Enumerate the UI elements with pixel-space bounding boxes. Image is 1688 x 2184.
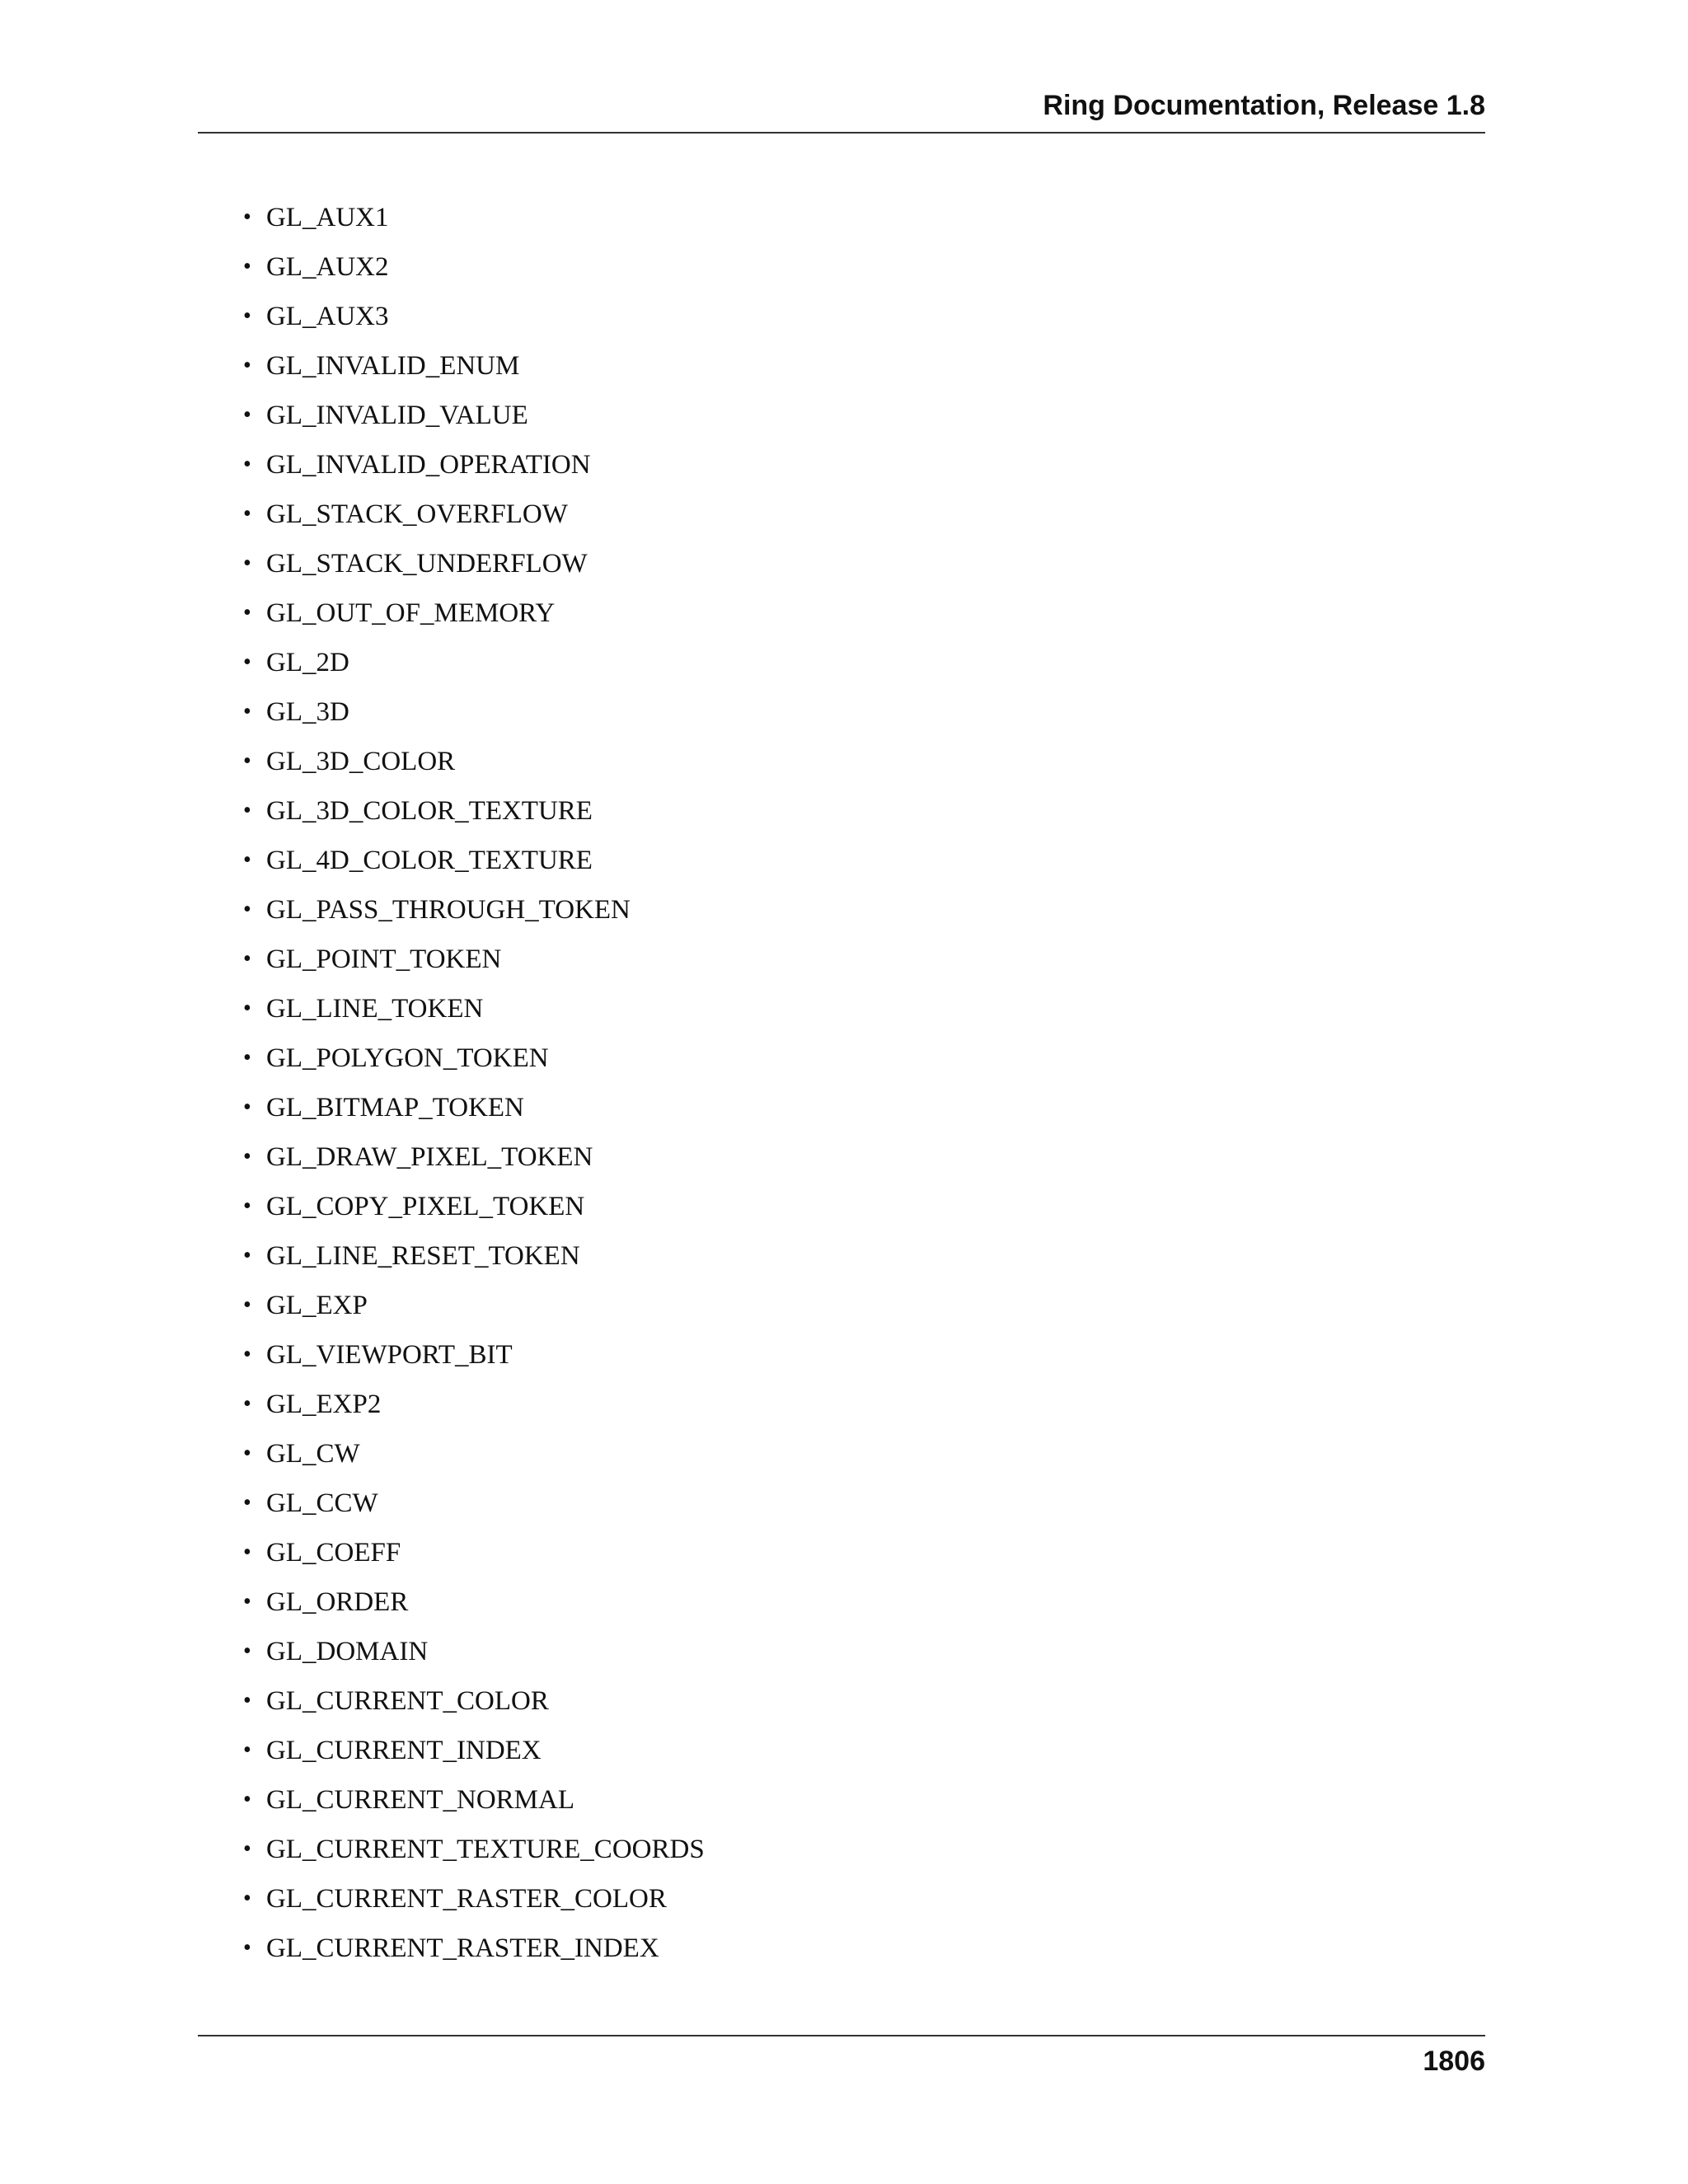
constant-name: GL_CURRENT_TEXTURE_COORDS	[266, 1835, 705, 1864]
list-item	[243, 345, 705, 395]
constant-name: GL_4D_COLOR_TEXTURE	[266, 846, 593, 875]
bullet-icon: •	[243, 254, 251, 279]
list-item	[243, 642, 705, 691]
list-item	[243, 1730, 705, 1779]
constant-name: GL_BITMAP_TOKEN	[266, 1093, 524, 1122]
constant-name: GL_POLYGON_TOKEN	[266, 1043, 549, 1073]
list-item	[243, 1038, 705, 1087]
list-item	[243, 741, 705, 790]
bullet-icon: •	[243, 1441, 251, 1466]
bullet-icon: •	[243, 1836, 251, 1862]
constant-name: GL_CURRENT_NORMAL	[266, 1785, 575, 1815]
list-item	[243, 1680, 705, 1730]
bullet-icon: •	[243, 1342, 251, 1367]
list-item	[243, 840, 705, 889]
list-item	[243, 395, 705, 444]
bullet-icon: •	[243, 1144, 251, 1169]
bullet-icon: •	[243, 1589, 251, 1615]
constant-name: GL_2D	[266, 648, 349, 677]
constant-name: GL_CURRENT_COLOR	[266, 1686, 549, 1716]
constant-name: GL_CURRENT_INDEX	[266, 1736, 542, 1765]
list-item	[243, 593, 705, 642]
bullet-icon: •	[243, 1193, 251, 1219]
bullet-icon: •	[243, 1540, 251, 1565]
constant-name: GL_VIEWPORT_BIT	[266, 1340, 513, 1370]
list-item	[243, 691, 705, 741]
list-item	[243, 543, 705, 593]
bullet-icon: •	[243, 1688, 251, 1713]
list-item	[243, 494, 705, 543]
constant-name: GL_LINE_TOKEN	[266, 994, 484, 1024]
constant-name: GL_INVALID_ENUM	[266, 351, 520, 381]
list-item	[243, 988, 705, 1038]
bullet-icon: •	[243, 1391, 251, 1417]
constant-name: GL_ORDER	[266, 1587, 409, 1617]
list-item	[243, 246, 705, 296]
bullet-icon: •	[243, 1737, 251, 1763]
constant-name: GL_CCW	[266, 1488, 378, 1518]
list-item	[243, 1235, 705, 1285]
bullet-icon: •	[243, 204, 251, 230]
bullet-icon: •	[243, 1935, 251, 1961]
bullet-icon: •	[243, 847, 251, 873]
bullet-icon: •	[243, 1243, 251, 1268]
constant-name: GL_CW	[266, 1439, 360, 1469]
constant-name: GL_AUX2	[266, 252, 389, 282]
bullet-icon: •	[243, 452, 251, 477]
list-item	[243, 939, 705, 988]
bullet-icon: •	[243, 303, 251, 329]
list-item	[243, 1433, 705, 1483]
list-item	[243, 296, 705, 345]
bullet-icon: •	[243, 996, 251, 1021]
bullet-icon: •	[243, 600, 251, 626]
list-item	[243, 197, 705, 246]
bullet-icon: •	[243, 748, 251, 774]
bullet-icon: •	[243, 353, 251, 378]
list-item	[243, 1384, 705, 1433]
list-item	[243, 1829, 705, 1878]
bullet-icon: •	[243, 551, 251, 576]
list-item	[243, 444, 705, 494]
page-footer	[198, 2035, 1485, 2083]
bullet-icon: •	[243, 1787, 251, 1812]
bullet-icon: •	[243, 1886, 251, 1911]
bullet-icon: •	[243, 649, 251, 675]
page-header	[198, 89, 1485, 134]
list-item	[243, 1137, 705, 1186]
constant-name: GL_DRAW_PIXEL_TOKEN	[266, 1142, 593, 1172]
list-item	[243, 1087, 705, 1137]
list-item	[243, 1334, 705, 1384]
constant-name: GL_3D_COLOR	[266, 747, 456, 776]
bullet-icon: •	[243, 946, 251, 972]
constant-name: GL_PASS_THROUGH_TOKEN	[266, 895, 631, 925]
list-item	[243, 1928, 705, 1977]
constant-name: GL_AUX1	[266, 203, 389, 232]
constant-name: GL_POINT_TOKEN	[266, 944, 502, 974]
constant-name: GL_INVALID_VALUE	[266, 401, 528, 430]
bullet-icon: •	[243, 699, 251, 724]
bullet-icon: •	[243, 402, 251, 428]
bullet-icon: •	[243, 501, 251, 527]
list-item	[243, 1582, 705, 1631]
document-title: Ring Documentation, Release 1.8	[1043, 90, 1485, 121]
constant-name: GL_COPY_PIXEL_TOKEN	[266, 1192, 585, 1221]
page-number: 1806	[1423, 2046, 1485, 2077]
list-item	[243, 889, 705, 939]
bullet-icon: •	[243, 1638, 251, 1664]
constant-name: GL_LINE_RESET_TOKEN	[266, 1241, 580, 1271]
constant-name: GL_CURRENT_RASTER_INDEX	[266, 1933, 659, 1963]
list-item	[243, 1186, 705, 1235]
constant-name: GL_EXP	[266, 1291, 368, 1320]
bullet-icon: •	[243, 1094, 251, 1120]
list-item	[243, 1631, 705, 1680]
constant-name: GL_3D	[266, 697, 349, 727]
constant-name: GL_STACK_OVERFLOW	[266, 499, 568, 529]
list-item	[243, 1779, 705, 1829]
constant-name: GL_STACK_UNDERFLOW	[266, 549, 588, 579]
constant-name: GL_OUT_OF_MEMORY	[266, 598, 556, 628]
constant-name: GL_AUX3	[266, 302, 389, 331]
bullet-icon: •	[243, 1490, 251, 1516]
constant-name: GL_DOMAIN	[266, 1637, 429, 1666]
constant-name: GL_INVALID_OPERATION	[266, 450, 591, 480]
constant-name: GL_3D_COLOR_TEXTURE	[266, 796, 593, 826]
list-item	[243, 1532, 705, 1582]
list-item	[243, 790, 705, 840]
constant-list	[243, 197, 705, 1977]
list-item	[243, 1285, 705, 1334]
bullet-icon: •	[243, 897, 251, 922]
bullet-icon: •	[243, 1045, 251, 1071]
constant-name: GL_EXP2	[266, 1390, 382, 1419]
bullet-icon: •	[243, 1292, 251, 1318]
constant-name: GL_CURRENT_RASTER_COLOR	[266, 1884, 667, 1914]
list-item	[243, 1878, 705, 1928]
bullet-icon: •	[243, 798, 251, 823]
constant-name: GL_COEFF	[266, 1538, 401, 1568]
list-item	[243, 1483, 705, 1532]
